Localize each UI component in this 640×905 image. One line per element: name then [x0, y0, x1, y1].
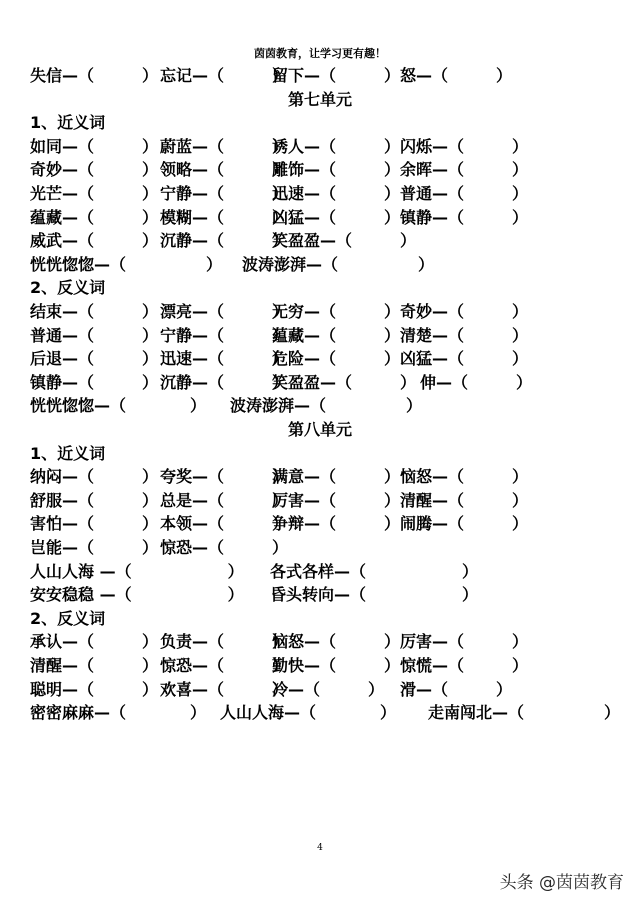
page-header: 茵茵教育，让学习更有趣！: [254, 47, 386, 60]
word-blank: 领略—（ ）: [160, 160, 289, 180]
word-blank: 恍恍惚惚—（ ）: [30, 396, 207, 416]
section-heading: 1、近义词: [30, 443, 106, 463]
word-blank: 冷—（ ）: [272, 679, 385, 699]
word-blank: 蕴藏—（ ）: [30, 207, 159, 227]
word-blank: 清醒—（ ）: [400, 490, 529, 510]
word-blank: 波涛澎湃—（ ）: [230, 396, 423, 416]
word-blank: 模糊—（ ）: [160, 207, 289, 227]
word-blank: 普通—（ ）: [400, 184, 529, 203]
word-blank: 人山人海—（ ）: [220, 703, 397, 723]
word-blank: 宁静—（ ）: [160, 325, 289, 345]
word-blank: 后退—（ ）: [30, 349, 159, 369]
word-blank: 舒服—（ ）: [30, 490, 159, 510]
word-blank: 危险—（ ）: [272, 349, 401, 369]
word-blank: 纳闷—（ ）: [30, 467, 159, 487]
word-blank: 昏头转向—（ ）: [270, 585, 479, 605]
word-blank: 承认—（ ）: [30, 632, 159, 652]
section-heading: 2、反义词: [30, 278, 106, 298]
word-blank: 惊恐—（ ）: [160, 656, 289, 675]
word-blank: 恼怒—（ ）: [272, 632, 401, 652]
word-blank: 害怕—（ ）: [30, 514, 159, 534]
section-heading: 2、反义词: [30, 608, 106, 628]
word-blank: 惊恐—（ ）: [160, 538, 289, 557]
word-blank: 欢喜—（ ）: [160, 679, 289, 699]
word-blank: 人山人海 —（ ）: [30, 561, 244, 581]
word-blank: 凶猛—（ ）: [272, 207, 401, 227]
word-blank: 恼怒—（ ）: [400, 467, 529, 487]
word-blank: 厉害—（ ）: [272, 490, 401, 510]
word-blank: 如同—（ ）: [30, 136, 159, 156]
unit-title: 第八单元: [287, 420, 352, 439]
word-blank: 安安稳稳 —（ ）: [30, 585, 244, 605]
word-blank: 勤快—（ ）: [272, 656, 401, 675]
word-blank: 雕饰—（ ）: [272, 160, 401, 180]
word-blank: 滑—（ ）: [400, 679, 513, 699]
word-blank: 岂能—（ ）: [30, 538, 159, 557]
word-blank: 失信—（ ）: [30, 66, 159, 85]
word-blank: 奇妙—（ ）: [400, 302, 529, 321]
word-blank: 光芒—（ ）: [30, 184, 159, 203]
word-blank: 满意—（ ）: [272, 467, 401, 487]
word-blank: 伸—（ ）: [420, 372, 533, 392]
word-blank: 忘记—（ ）: [160, 66, 289, 85]
word-blank: 波涛澎湃—（ ）: [242, 254, 435, 274]
word-blank: 镇静—（ ）: [30, 372, 159, 392]
word-blank: 密密麻麻—（ ）: [30, 703, 207, 723]
word-blank: 留下—（ ）: [272, 66, 401, 85]
section-heading: 1、近义词: [30, 113, 106, 133]
word-blank: 闪烁—（ ）: [400, 136, 529, 156]
word-blank: 笑盈盈—（ ）: [272, 372, 417, 392]
word-blank: 普通—（ ）: [30, 325, 159, 345]
word-blank: 争辩—（ ）: [272, 514, 401, 534]
word-blank: 宁静—（ ）: [160, 184, 289, 203]
word-blank: 结束—（ ）: [30, 302, 159, 321]
word-blank: 凶猛—（ ）: [400, 349, 529, 369]
word-blank: 怒—（ ）: [400, 66, 513, 85]
word-blank: 恍恍惚惚—（ ）: [30, 254, 223, 274]
word-blank: 聪明—（ ）: [30, 679, 159, 699]
word-blank: 威武—（ ）: [30, 231, 159, 251]
word-blank: 余晖—（ ）: [400, 160, 529, 180]
word-blank: 走南闯北—（ ）: [428, 703, 621, 723]
word-blank: 负责—（ ）: [160, 632, 289, 652]
word-blank: 惊慌—（ ）: [400, 656, 529, 675]
word-blank: 迅速—（ ）: [160, 349, 289, 369]
word-blank: 清楚—（ ）: [400, 325, 529, 345]
word-blank: 迅速—（ ）: [272, 184, 401, 203]
word-blank: 夸奖—（ ）: [160, 467, 289, 487]
word-blank: 无穷—（ ）: [272, 302, 401, 321]
watermark: 头条 @茵茵教育: [499, 873, 624, 893]
word-blank: 蔚蓝—（ ）: [160, 136, 289, 156]
word-blank: 闹腾—（ ）: [400, 514, 529, 534]
word-blank: 镇静—（ ）: [400, 207, 529, 227]
word-blank: 奇妙—（ ）: [30, 160, 159, 180]
word-blank: 清醒—（ ）: [30, 656, 159, 675]
word-blank: 沉静—（ ）: [160, 231, 289, 251]
word-blank: 笑盈盈—（ ）: [272, 231, 417, 251]
word-blank: 厉害—（ ）: [400, 632, 529, 652]
unit-title: 第七单元: [287, 89, 352, 109]
word-blank: 本领—（ ）: [160, 514, 289, 534]
page-number: 4: [317, 843, 323, 853]
word-blank: 总是—（ ）: [160, 490, 289, 510]
word-blank: 沉静—（ ）: [160, 372, 289, 392]
word-blank: 各式各样—（ ）: [270, 561, 479, 581]
word-blank: 诱人—（ ）: [272, 136, 401, 156]
word-blank: 漂亮—（ ）: [160, 302, 289, 321]
word-blank: 蕴藏—（ ）: [272, 325, 401, 345]
